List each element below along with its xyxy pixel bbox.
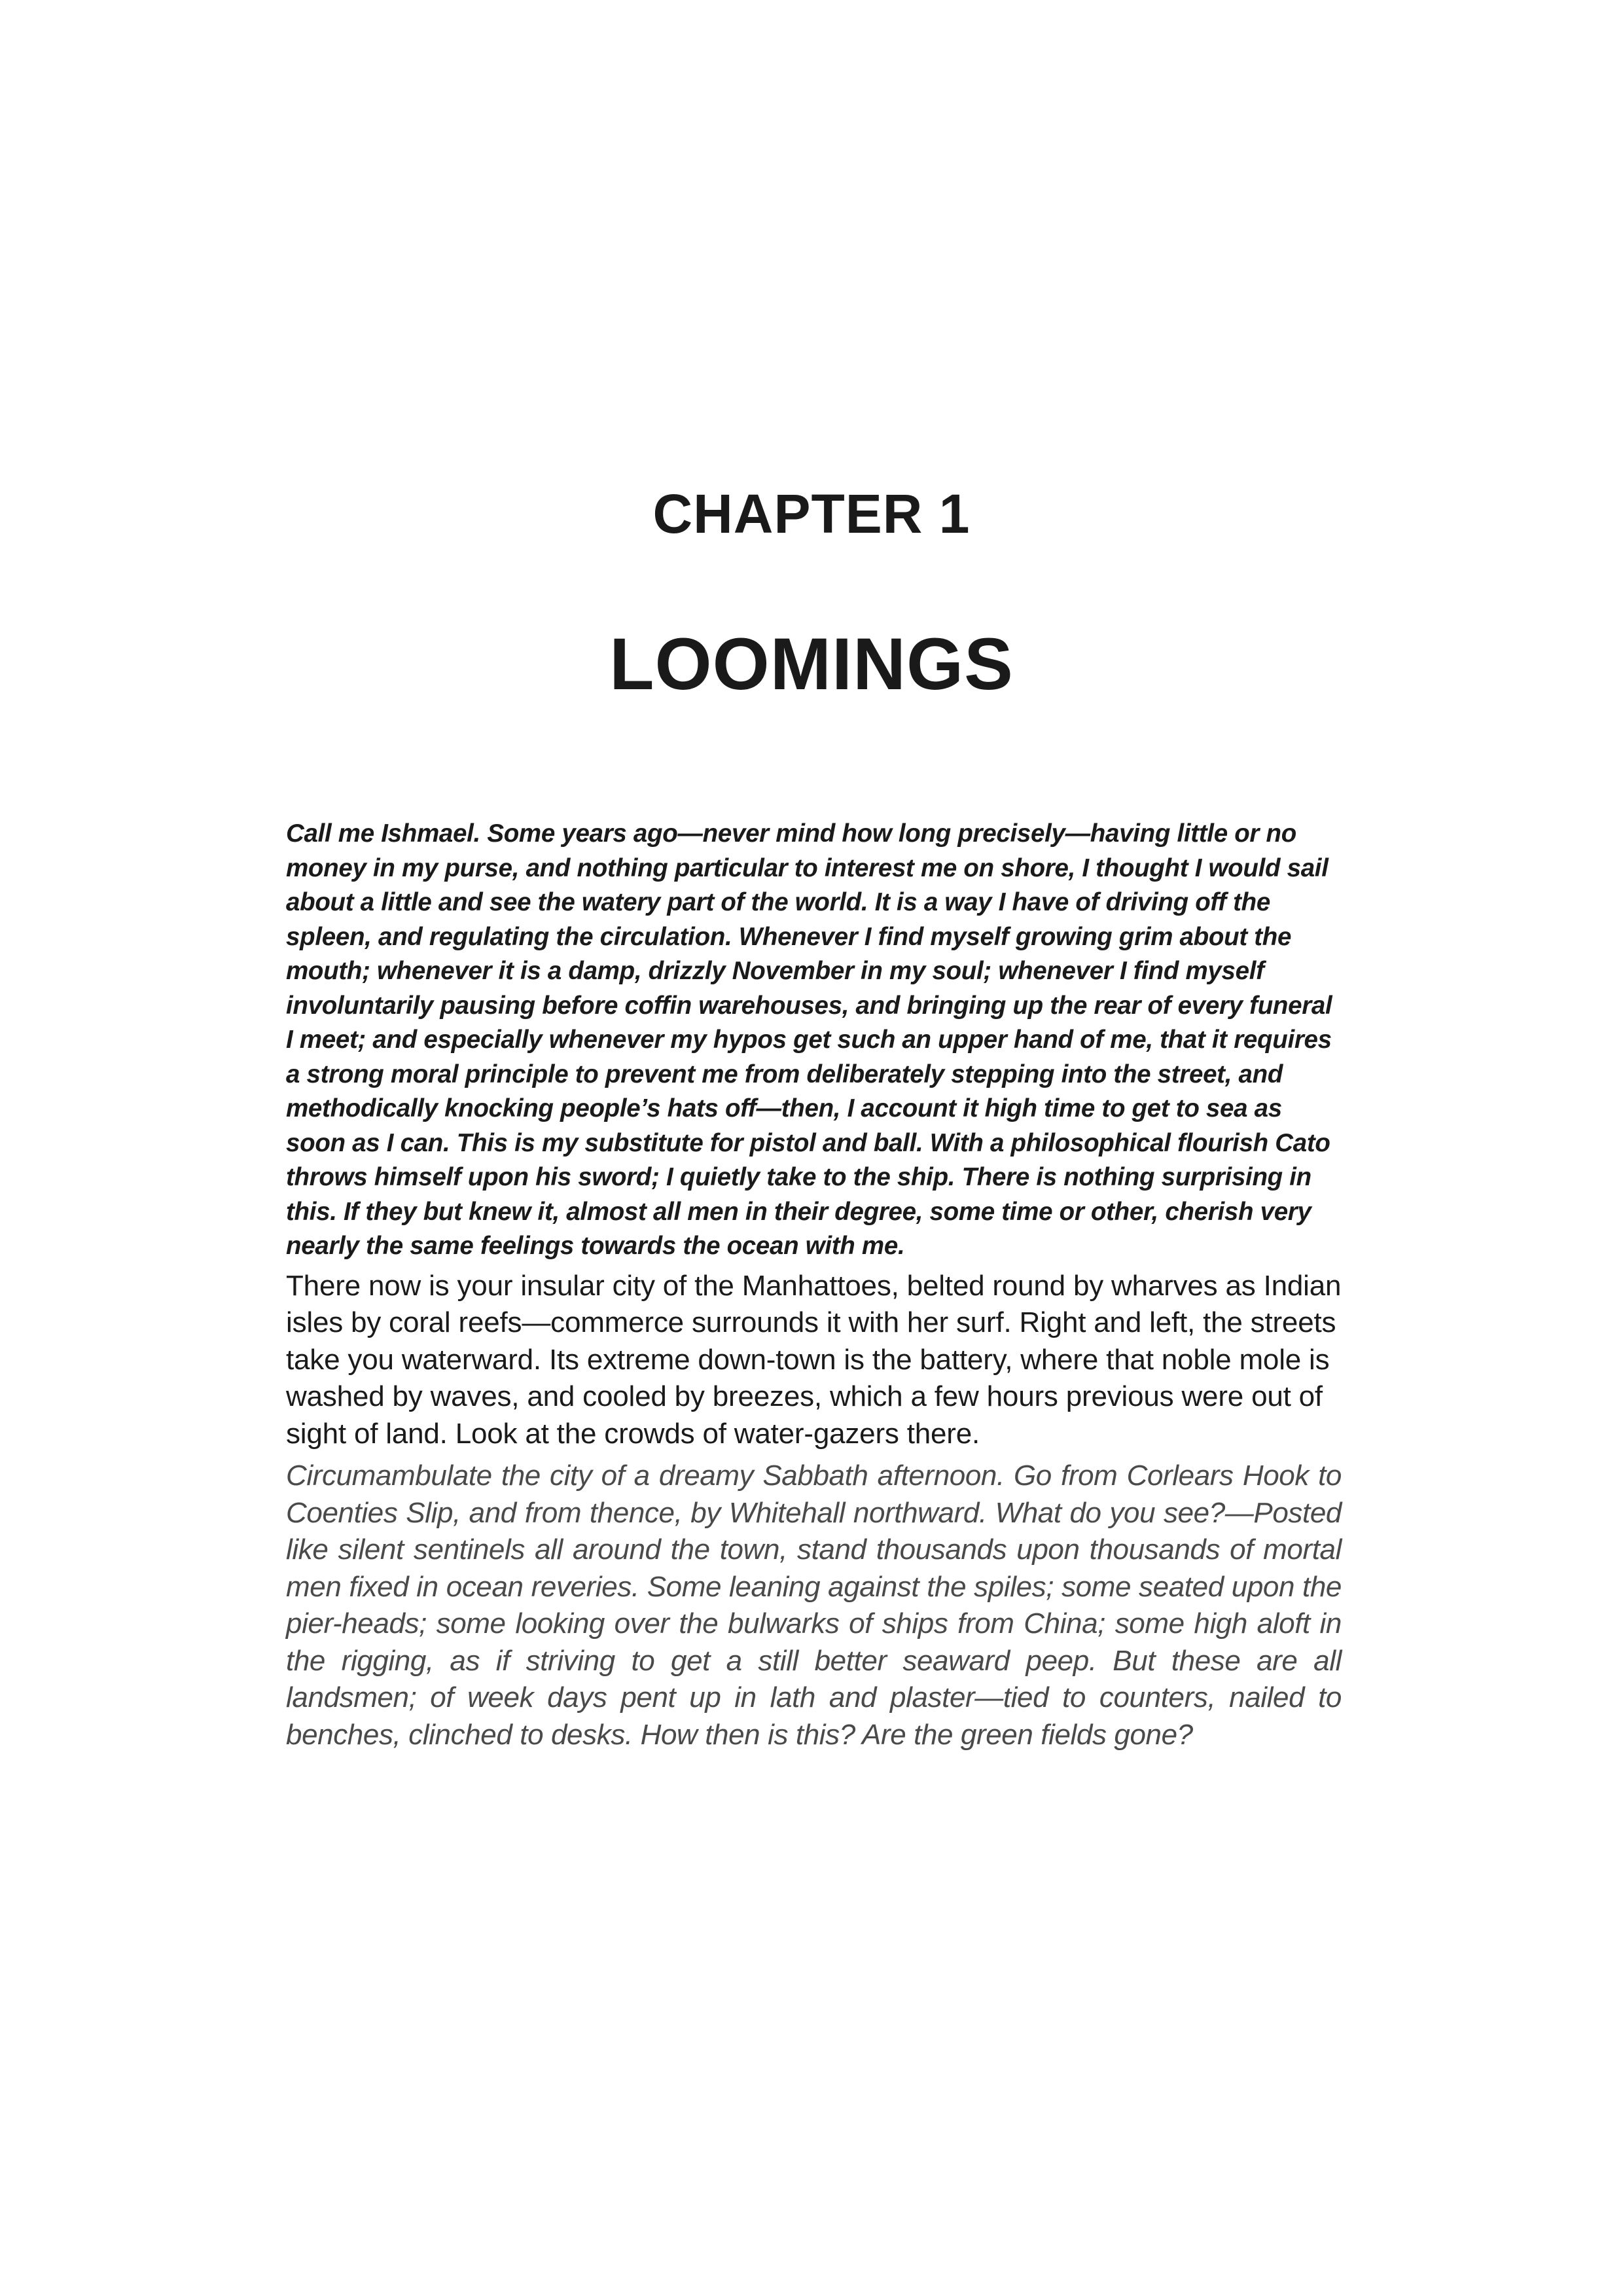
chapter-title: LOOMINGS: [609, 623, 1014, 705]
paragraph-opening: Call me Ishmael. Some years ago—never mind how long precisely—having little or no money in my purse, and nothing particular to interest me on shore, I thought I would sail about a little and see the watery part of the world. It is a way I have of driving off the spleen, and regulating the circulation. Whenever I find myself growing grim about the mouth; whenever it is a damp, drizzly November in my soul; whenever I find myself involuntarily pausing before coffin warehouses, and bringing up the rear of every funeral I meet; and especially whenever my hypos get such an upper hand of me, that it requires a strong moral principle to prevent me from deliberately stepping into the street, and methodically knocking people’s hats off—then, I account it high time to get to sea as soon as I can. This is my substitute for pistol and ball. With a philosophical flourish Cato throws himself upon his sword; I quietly take to the ship. There is nothing surprising in this. If they but knew it, almost all men in their degree, some time or other, cherish very nearly the same feelings towards the ocean with me.: [286, 819, 1332, 1260]
paragraph-circumambulate: Circumambulate the city of a dreamy Sabbath afternoon. Go from Corlears Hook to Coenties Slip, and from thence, by Whitehall northward. What do you see?—Posted like silent sentinels all around the town, stand thousands upon thousands of mortal men fixed in ocean reveries. Some leaning against the spiles; some seated upon the pier-heads; some looking over the bulwarks of ships from China; some high aloft in the rigging, as if striving to get a still better seaward peep. But these are all landsmen; of week days pent up in lath and plaster—tied to counters, nailed to benches, clinched to desks. How then is this? Are the green fields gone?: [286, 1460, 1342, 1751]
chapter-number: CHAPTER 1: [652, 483, 971, 545]
paragraph-manhattoes: There now is your insular city of the Manhattoes, belted round by wharves as Indian isles by coral reefs—commerce surrounds it with her surf. Right and left, the streets take you waterward. Its extreme down-town is the battery, where that noble mole is washed by waves, and cooled by breezes, which a few hours previous were out of sight of land. Look at the crowds of water-gazers there.: [286, 1269, 1342, 1450]
chapter-body: [286, 817, 1342, 1753]
